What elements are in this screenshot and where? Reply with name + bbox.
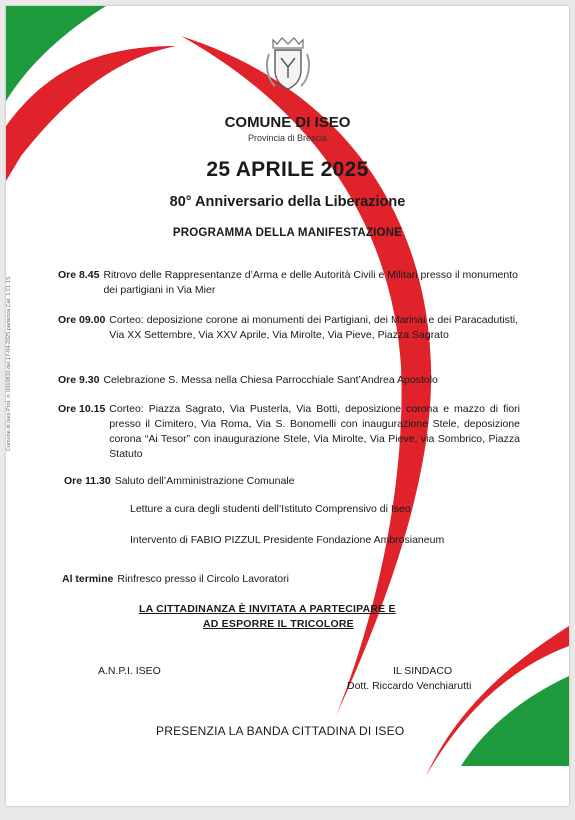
sindaco-name: Dott. Riccardo Venchiarutti [347,680,472,692]
program-time: Ore 8.45 [58,269,100,281]
program-text: Corteo: Piazza Sagrato, Via Pusterla, Via Botti, deposizione corona e mazzo di fiori presso il Cimitero, Via Roma, Via S. Bonomelli con inaugurazione Stele, deposizione corona “Ai Tesor” con inaugurazione Stele, Via Mirolte, Via Pieve, via Sombrico, Piazza Statuto [109,403,520,460]
termine-item [62,572,502,587]
invito-line-1: LA CITTADINANZA È INVITATA A PARTECIPARE E [139,603,396,615]
termine-time: Al termine [62,573,114,585]
comune-title: COMUNE DI ISEO [224,114,351,131]
program-item [58,373,528,388]
program-time: Ore 9.30 [58,374,100,386]
program-heading: PROGRAMMA DELLA MANIFESTAZIONE [172,227,403,239]
program-time: Ore 10.15 [58,403,106,415]
anpi-signature: A.N.P.I. ISEO [98,665,161,677]
letture-line: Letture a cura degli studenti dell’Istituto Comprensivo di Iseo [130,503,411,515]
program-time: Ore 09.00 [58,314,106,326]
program-text: Celebrazione S. Messa nella Chiesa Parrocchiale Sant’Andrea Apostolo [103,374,438,386]
protocol-stamp: Comune di Iseo Prot. n. 0010810 del 17-04-2025 partenza Cat. 1 Cl. 15 [6,276,12,451]
green-ribbon-bottom-right [461,676,569,766]
program-item [58,313,518,343]
provincia-subtitle: Provincia di Brescia [247,133,328,143]
event-date: 25 APRILE 2025 [206,158,369,181]
termine-text: Rinfresco presso il Circolo Lavoratori [117,573,289,585]
program-text: Saluto dell’Amministrazione Comunale [114,475,295,487]
invito-line-2: AD ESPORRE IL TRICOLORE [203,618,354,630]
program-item [58,402,520,462]
program-text: Corteo: deposizione corone ai monumenti dei Partigiani, dei Marinai e dei Paracadutisti, Via XX Settembre, Via XXV Aprile, Via Mirolte, Via Pieve, Piazza Sagrato [109,314,518,341]
sindaco-title: IL SINDACO [393,665,453,677]
footer-banda: PRESENZIA LA BANDA CITTADINA DI ISEO [156,724,405,738]
anniversary-title: 80° Anniversario della Liberazione [169,194,406,210]
program-time: Ore 11.30 [64,475,111,487]
comune-crest-icon [261,34,315,96]
program-item [58,268,518,298]
program-item [64,474,504,489]
poster-sheet [6,6,569,806]
intervento-line: Intervento di FABIO PIZZUL Presidente Fondazione Ambrosianeum [130,534,445,546]
program-text: Ritrovo delle Rappresentanze d’Arma e delle Autorità Civili e Militari presso il monumento dei partigiani in Via Mier [103,269,518,296]
